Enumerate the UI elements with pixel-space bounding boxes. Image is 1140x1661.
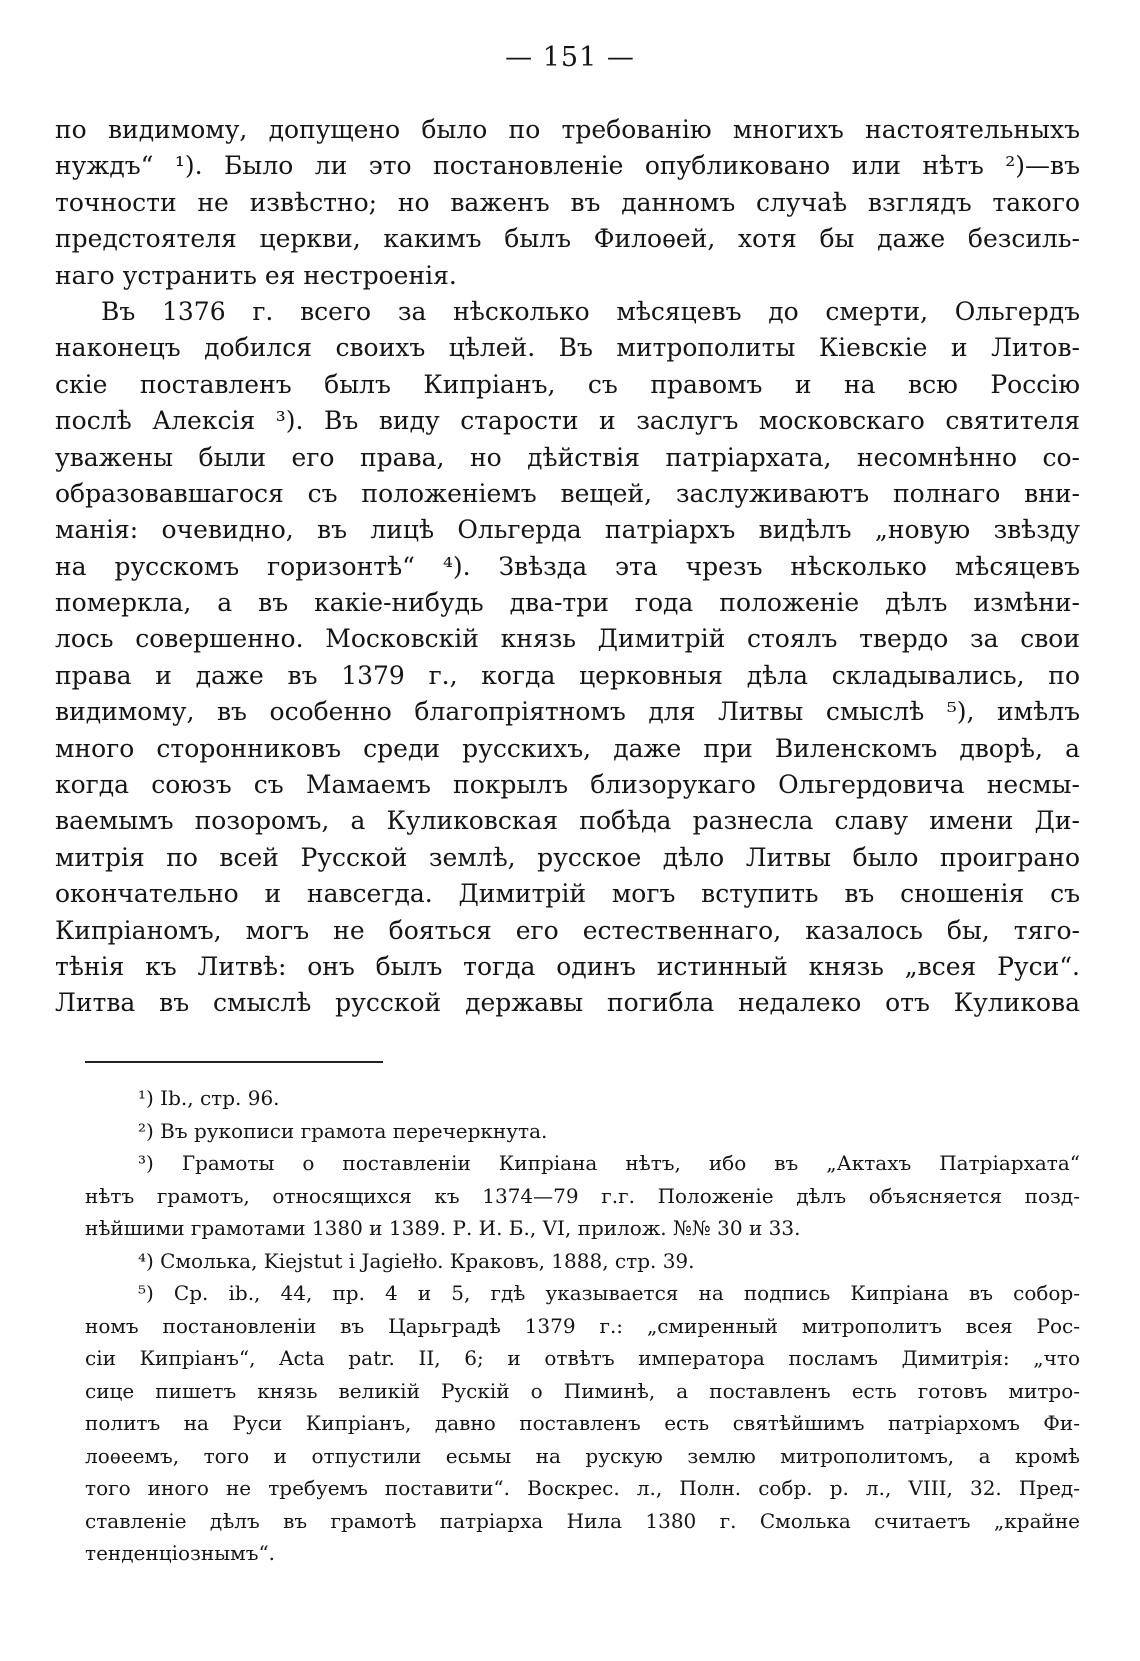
text-line: предстоятеля церкви, какимъ былъ Филоѳей, хотя бы даже безсиль- [55,224,1080,254]
footnote-line: ³) Грамоты о поставленіи Кипріана нѣтъ, ибо въ „Актахъ Патріархата“ [138,1151,1080,1175]
text-line: права и даже въ 1379 г., когда церковныя дѣла складывались, по [55,660,1080,690]
text-line: видимому, въ особенно благопріятномъ для Литвы смыслѣ ⁵), имѣлъ [55,697,1080,727]
footnote-divider [85,1061,383,1063]
text-line: скіе поставленъ былъ Кипріанъ, съ правомъ и на всю Россію [55,369,1080,399]
footnote-line: ⁵) Ср. ib., 44, пр. 4 и 5, гдѣ указывается на подпись Кипріана въ собор- [138,1281,1080,1305]
footnote-line: сице пишетъ князь великій Рускій о Пиминѣ, а поставленъ есть готовъ митро- [85,1378,1080,1403]
main-text [55,112,1080,1022]
text-line: наконецъ добился своихъ цѣлей. Въ митрополиты Кіевскіе и Литов- [55,333,1080,363]
text-line: уважены были его права, но дѣйствія патріархата, несомнѣнно со- [55,442,1080,472]
footnote-line: политъ на Руси Кипріанъ, давно поставленъ есть святѣйшимъ патріархомъ Фи- [85,1411,1080,1435]
text-line: послѣ Алексія ³). Въ виду старости и заслугъ московскаго святителя [55,406,1080,436]
text-line: лось совершенно. Московскій князь Димитрій стоялъ твердо за свои [55,624,1080,654]
text-line: ваемымъ позоромъ, а Куликовская побѣда разнесла славу имени Ди- [55,806,1080,836]
text-line: когда союзъ съ Мамаемъ покрылъ близорукаго Ольгердовича несмы- [55,770,1080,800]
footnote-line: ставленіе дѣлъ въ грамотѣ патріарха Нила 1380 г. Смолька считаетъ „крайне [85,1508,1080,1533]
text-line: тѣнія къ Литвѣ: онъ былъ тогда одинъ истинный князь „всея Руси“. [55,951,1080,981]
text-line: точности не извѣстно; но важенъ въ данномъ случаѣ взглядъ такого [55,187,1080,217]
footnote-line: ²) Въ рукописи грамота перечеркнута. [138,1118,548,1143]
footnote-line: сіи Кипріанъ“, Acta patr. II, 6; и отвѣтъ императора посламъ Димитрія: „что [85,1346,1080,1370]
text-line: окончательно и навсегда. Димитрій могъ вступить въ сношенія съ [55,879,1080,909]
footnote-line: тенденціознымъ“. [85,1541,276,1565]
footnote-line: номъ постановленіи въ Царьградѣ 1379 г.: „смиренный митрополитъ всея Рос- [85,1313,1080,1338]
footnotes [85,1082,1080,1570]
footnote-line: нѣтъ грамотъ, относящихся къ 1374—79 г.г. Положеніе дѣлъ объясняется позд- [85,1183,1080,1208]
text-line: померкла, а въ какіе-нибудь два-три года положеніе дѣлъ измѣни- [55,588,1080,618]
text-line: Въ 1376 г. всего за нѣсколько мѣсяцевъ до смерти, Ольгердъ [101,296,1080,326]
text-line: манія: очевидно, въ лицѣ Ольгерда патріархъ видѣлъ „новую звѣзду [55,515,1080,545]
text-line: Литва въ смыслѣ русской державы погибла недалеко отъ Куликова [55,988,1080,1018]
page-number: — 151 — [505,42,635,73]
text-line: Кипріаномъ, могъ не бояться его естественнаго, казалось бы, тяго- [55,915,1080,945]
text-line: наго устранить ея нестроенія. [55,260,457,290]
text-line: на русскомъ горизонтѣ“ ⁴). Звѣзда эта чрезъ нѣсколько мѣсяцевъ [55,551,1080,581]
text-line: митрія по всей Русской землѣ, русское дѣло Литвы было проиграно [55,842,1080,872]
footnote-line: нѣйшими грамотами 1380 и 1389. Р. И. Б., VI, прилож. №№ 30 и 33. [85,1216,801,1240]
footnote-line: ⁴) Смолька, Kiejstut i Jagiełło. Краковъ, 1888, стр. 39. [138,1248,695,1273]
footnote-line: того иного не требуемъ поставити“. Воскрес. л., Полн. собр. р. л., VIII, 32. Пред- [85,1476,1080,1500]
text-line: нуждъ“ ¹). Было ли это постановленіе опубликовано или нѣтъ ²)—въ [55,151,1080,181]
text-line: образовавшагося съ положеніемъ вещей, заслуживаютъ полнаго вни- [55,478,1080,508]
footnote-line: лоѳеемъ, того и отпустили есьмы на рускую землю митрополитомъ, а кромѣ [85,1443,1080,1468]
footnote-line: ¹) Ib., стр. 96. [138,1086,280,1110]
text-line: по видимому, допущено было по требованію многихъ настоятельныхъ [55,115,1080,144]
text-line: много сторонниковъ среди русскихъ, даже при Виленскомъ дворѣ, а [55,733,1080,763]
